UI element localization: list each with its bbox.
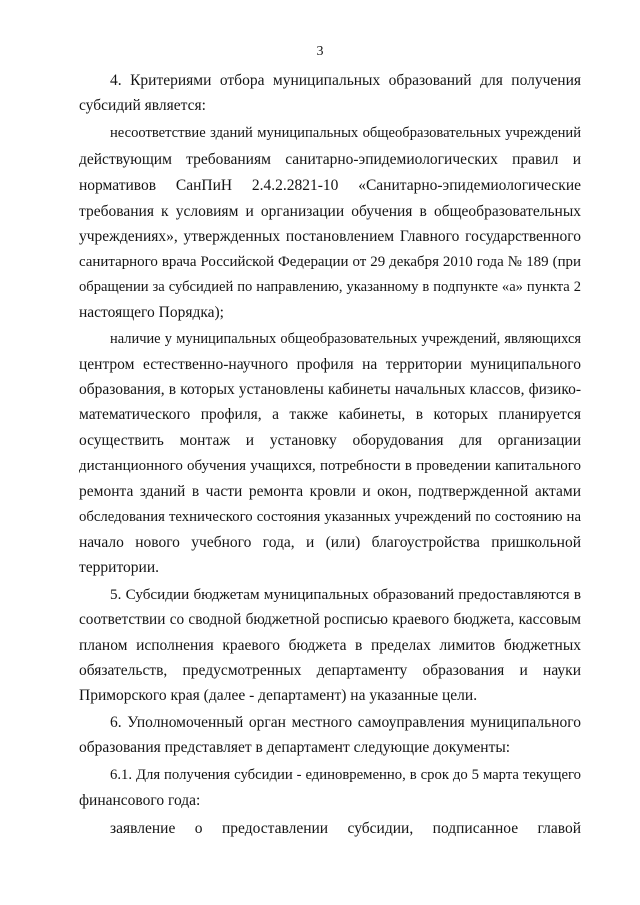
- criterion-1-line-2: действующим требованиям санитарно-эпидемиологических правил и: [79, 151, 581, 168]
- paragraph-6-1-line-1: 6.1. Для получения субсидии - единовременно, в срок до 5 марта текущего: [110, 767, 581, 783]
- application-line-1: заявление о предоставлении субсидии, подписанное главой: [110, 820, 581, 837]
- criterion-1-line-1: несоответствие зданий муниципальных общеобразовательных учреждений: [110, 125, 581, 141]
- paragraph-5-line-1: 5. Субсидии бюджетам муниципальных образований предоставляются в: [110, 586, 581, 603]
- paragraph-5-line-4: обязательств, предусмотренных департаменту образования и науки: [79, 662, 581, 679]
- paragraph-6-line-1: 6. Уполномоченный орган местного самоуправления муниципального: [110, 714, 581, 731]
- criterion-2-line-3: образования, в которых установлены кабинеты начальных классов, физико-: [79, 381, 581, 398]
- criterion-2-line-5: осуществить монтаж и установку оборудования для организации: [79, 432, 581, 449]
- criterion-2-line-6: дистанционного обучения учащихся, потребности в проведении капитального: [79, 458, 581, 474]
- criterion-1-line-7: обращении за субсидией по направлению, указанному в подпункте «а» пункта 2: [79, 279, 581, 295]
- criterion-2-line-2: центром естественно-научного профиля на территории муниципального: [79, 356, 581, 373]
- criterion-2-line-4: математического профиля, а также кабинеты, в которых планируется: [79, 406, 581, 423]
- criterion-2-line-8: обследования технического состояния указанных учреждений по состоянию на: [79, 509, 581, 525]
- paragraph-6-line-2: образования представляет в департамент следующие документы:: [79, 739, 511, 756]
- paragraph-4-line-1: 4. Критериями отбора муниципальных образований для получения: [110, 72, 581, 89]
- paragraph-4-line-2: субсидий является:: [79, 97, 206, 114]
- paragraph-5-line-3: планом исполнения краевого бюджета в пределах лимитов бюджетных: [79, 637, 581, 654]
- paragraph-6-1-line-2: финансового года:: [79, 792, 201, 809]
- criterion-2-line-9: начало нового учебного года, и (или) благоустройства пришкольной: [79, 534, 581, 551]
- paragraph-5-line-2: соответствии со сводной бюджетной росписью краевого бюджета, кассовым: [79, 611, 581, 628]
- criterion-1-line-6: санитарного врача Российской Федерации от 29 декабря 2010 года № 189 (при: [79, 254, 581, 270]
- paragraph-5-line-5: Приморского края (далее - департамент) на указанные цели.: [79, 687, 478, 704]
- criterion-2-line-10: территории.: [79, 559, 159, 576]
- criterion-1-line-4: требования к условиям и организации обучения в общеобразовательных: [79, 203, 581, 220]
- criterion-1-line-5: учреждениях», утвержденных постановлением Главного государственного: [79, 228, 581, 245]
- page-number: 3: [316, 44, 324, 59]
- criterion-1-line-8: настоящего Порядка);: [79, 304, 224, 321]
- criterion-2-line-1: наличие у муниципальных общеобразовательных учреждений, являющихся: [110, 331, 581, 347]
- criterion-1-line-3: нормативов СанПиН 2.4.2.2821-10 «Санитарно-эпидемиологические: [79, 177, 581, 194]
- criterion-2-line-7: ремонта зданий в части ремонта кровли и окон, подтвержденной актами: [79, 483, 581, 500]
